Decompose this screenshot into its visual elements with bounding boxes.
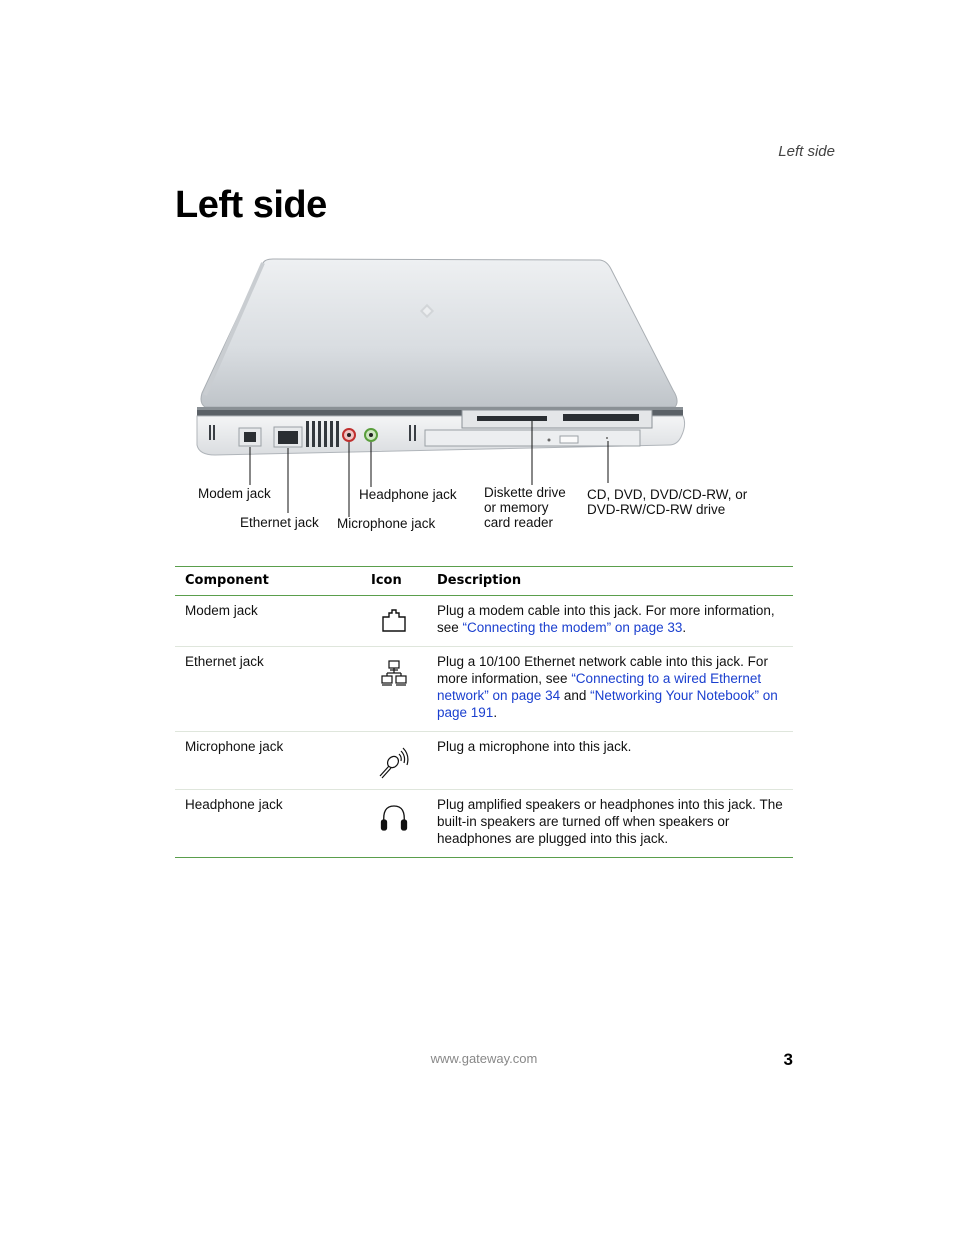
component-description: Plug amplified speakers or headphones into this jack. The built-in speakers are turned off when speakers or headphones are plugged into this jack. [437, 797, 783, 846]
component-table [175, 566, 793, 858]
footer-url: www.gateway.com [430, 1051, 538, 1066]
callout-headphone-jack: Headphone jack [359, 487, 457, 502]
headphones-icon [380, 803, 408, 833]
callout-ethernet-jack: Ethernet jack [240, 515, 319, 530]
running-head: Left side [778, 143, 835, 160]
ethernet-network-icon [381, 660, 407, 686]
link-networking-notebook[interactable]: “Networking Your Notebook” on page 191 [437, 688, 778, 720]
component-name: Modem jack [185, 603, 258, 618]
component-description: Plug a 10/100 Ethernet network cable into this jack. For more information, see “Connecting to a wired Ethernet network” on page 34 and “Networking Your Notebook” on page 191. [437, 654, 778, 720]
callout-diskette-drive: Diskette drive or memory card reader [484, 485, 566, 530]
callout-optical-drive: CD, DVD, DVD/CD-RW, or DVD-RW/CD-RW drive [587, 487, 748, 517]
notebook-left-side-figure [175, 255, 795, 545]
callout-modem-jack: Modem jack [198, 486, 271, 501]
table-row [175, 732, 793, 790]
page-number: 3 [783, 1050, 793, 1069]
header-component: Component [185, 573, 269, 588]
table-row [175, 596, 793, 647]
component-name: Ethernet jack [185, 654, 264, 669]
notebook-lid [201, 259, 677, 407]
component-description: Plug a modem cable into this jack. For more information, see “Connecting the modem” on page 33. [437, 603, 775, 635]
modem-jack-icon [381, 609, 407, 633]
page-title: Left side [175, 184, 327, 226]
table-row [175, 647, 793, 732]
component-name: Microphone jack [185, 739, 284, 754]
header-description: Description [437, 573, 522, 588]
table-row [175, 790, 793, 858]
component-description: Plug a microphone into this jack. [437, 739, 632, 754]
microphone-icon [377, 745, 411, 779]
link-connecting-ethernet[interactable]: “Connecting to a wired Ethernet network” on page 34 [437, 671, 762, 703]
header-icon: Icon [371, 573, 402, 588]
component-name: Headphone jack [185, 797, 283, 812]
table-header-row [175, 567, 793, 596]
callout-microphone-jack: Microphone jack [337, 516, 436, 531]
link-connecting-modem[interactable]: “Connecting the modem” on page 33 [462, 620, 683, 635]
